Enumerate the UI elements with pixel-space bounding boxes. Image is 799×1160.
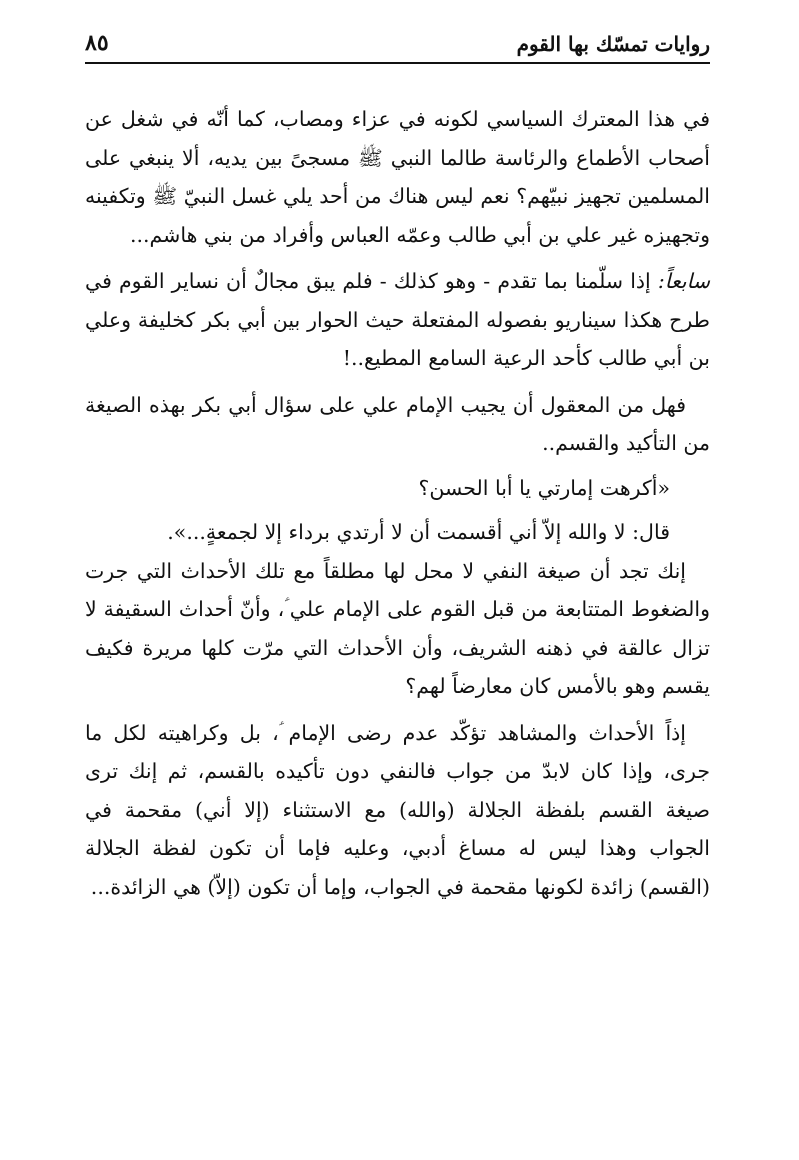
paragraph-4: إنك تجد أن صيغة النفي لا محل لها مطلقاً مع تلك الأحداث التي جرت والضغوط المتتابعة من قبل القوم على الإمام علي ؑ، وأنّ أحداث السقيفة لا تزال عالقة في ذهنه الشريف، وأن الأحداث التي مرّت كلها مريرة فكيف يقسم وهو بالأمس كان معارضاً لهم؟	[85, 558, 710, 698]
paragraph-2	[85, 262, 710, 378]
running-title: روايات تمسّك بها القوم	[516, 32, 710, 56]
header-rule	[85, 62, 710, 64]
page-header	[85, 28, 710, 62]
paragraph-1: في هذا المعترك السياسي لكونه في عزاء ومصاب، كما أنّه في شغل عن أصحاب الأطماع والرئاسة طالما النبي ﷺ مسجىً بين يديه، ألا ينبغي على المسلمين تجهيز نبيّهم؟ نعم ليس هناك من أحد يلي غسل النبيّ ﷺ وتكفينه وتجهيزه غير علي بن أبي طالب وعمّه العباس وأفراد من بني هاشم...	[85, 107, 710, 247]
paragraph-5: إذاً الأحداث والمشاهد تؤكّد عدم رضى الإمام ؑ، بل وكراهيته لكل ما جرى، وإذا كان لابدّ من جواب فالنفي دون تأكيده بالقسم، ثم إنك ترى صيغة القسم بلفظة الجلالة (والله) مع الاستثناء (إلا أني) مقحمة في الجواب وهذا ليس له مساغ أدبي، وعليه فإما أن تكون لفظة الجلالة (القسم) زائدة لكونها مقحمة في الجواب، وإما أن تكون (إلاّ) هي الزائدة...	[85, 720, 710, 899]
page-number: ٨٥	[85, 30, 109, 56]
quote-line-2: قال: لا والله إلاّ أني أقسمت أن لا أرتدي برداء إلا لجمعةٍ...».	[167, 520, 670, 544]
body-text	[85, 100, 710, 906]
paragraph-2-lead: سابعاً:	[657, 269, 710, 293]
quote-line-1: «أكرهت إمارتي يا أبا الحسن؟	[418, 475, 670, 500]
paragraph-2-text: إذا سلّمنا بما تقدم - وهو كذلك - فلم يبق مجالٌ أن نساير القوم في طرح هكذا سيناريو بفصوله المفتعلة حيث الحوار بين أبي بكر كخليفة وعلي بن أبي طالب كأحد الرعية السامع المطيع..!	[85, 269, 710, 370]
paragraph-3: فهل من المعقول أن يجيب الإمام علي على سؤال أبي بكر بهذه الصيغة من التأكيد والقسم..	[85, 392, 710, 455]
